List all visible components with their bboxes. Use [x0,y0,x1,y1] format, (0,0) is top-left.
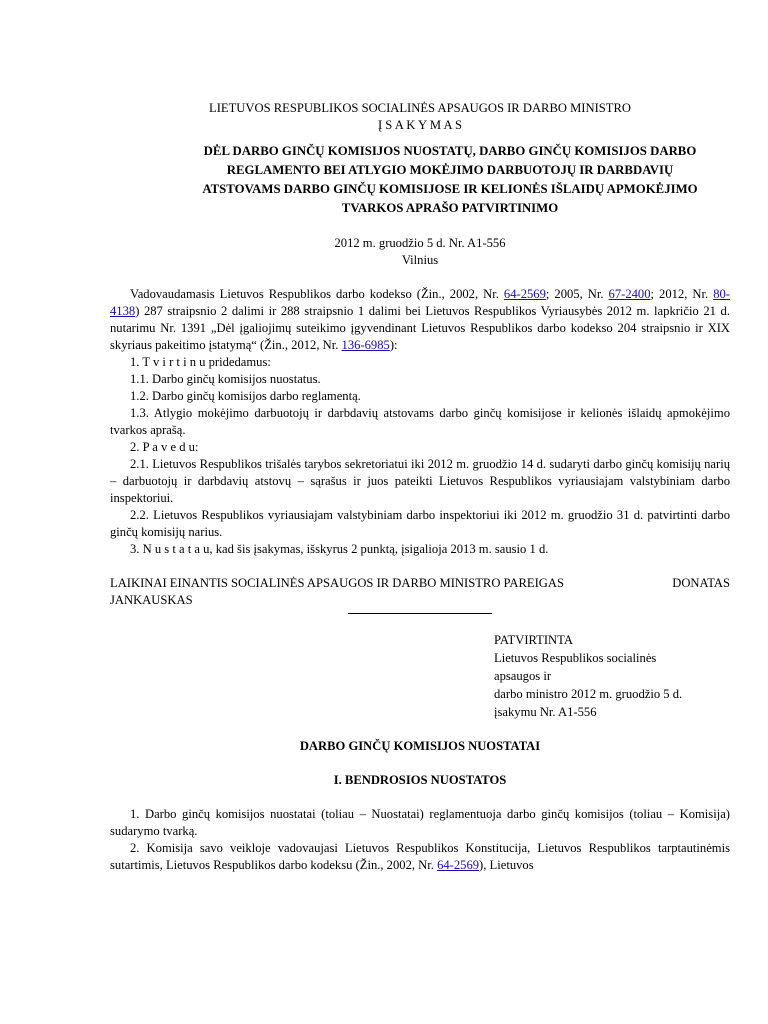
approval-line: darbo ministro 2012 m. gruodžio 5 d. [494,687,683,701]
signatory-title: LAIKINAI EINANTIS SOCIALINĖS APSAUGOS IR DARBO MINISTRO PAREIGAS [110,576,564,590]
law-link[interactable]: 64-2569 [437,858,480,872]
law-link[interactable]: 67-2400 [608,287,651,301]
law-link[interactable]: 136-6985 [341,338,390,352]
law-link[interactable]: 80-4138 [110,287,730,318]
item-2: 2. P a v e d u: [130,440,199,454]
title-line: DĖL DARBO GINČŲ KOMISIJOS NUOSTATŲ, DARBO GINČŲ KOMISIJOS DARBO [203,144,697,158]
preamble: Vadovaudamasis Lietuvos Respublikos darbo kodekso (Žin., 2002, Nr. 64-2569; 2005, Nr. 67-2400; 2012, Nr. 80-4138) 287 straipsnio 2 dalimi ir 288 straipsnio 1 dalimi bei Lietuvos Respublikos Vyriausybės 2012 m. lapkričio 21 d. nutarimu Nr. 1391 „Dėl įgaliojimų suteikimo įgyvendinant Lietuvos Respublikos darbo kodekso 204 straipsnio ir XIX skyriaus pakeitimo įstatymą“ (Žin., 2012, Nr. 136-6985): [110,287,730,352]
approval-word: PATVIRTINTA [494,633,573,647]
signature-line [110,575,730,592]
regulations-para-2: 2. Komisija savo veikloje vadovaujasi Lietuvos Respublikos Konstitucija, Lietuvos Respublikos tarptautinėmis sutartimis, Lietuvos Respublikos darbo kodeksu (Žin., 2002, Nr. 64-2569), Lietuvos [110,841,730,872]
approval-line: apsaugos ir [494,669,552,683]
signatory-surname: JANKAUSKAS [110,593,193,607]
ministry-heading: LIETUVOS RESPUBLIKOS SOCIALINĖS APSAUGOS IR DARBO MINISTRO [209,101,631,115]
approval-line: įsakymu Nr. A1-556 [494,705,597,719]
law-link[interactable]: 64-2569 [503,287,546,301]
item-2-2: 2.2. Lietuvos Respublikos vyriausiajam valstybiniam darbo inspektoriui iki 2012 m. gruodžio 31 d. patvirtinti darbo ginčų komisijų narius. [110,508,730,539]
title-line: TVARKOS APRAŠO PATVIRTINIMO [341,201,559,215]
chapter-heading: I. BENDROSIOS NUOSTATOS [333,773,507,787]
regulations-para-1: 1. Darbo ginčų komisijos nuostatai (toliau – Nuostatai) reglamentuoja darbo ginčų komisijos (toliau – Komisija) sudarymo tvarką. [110,807,730,838]
item-3: 3. N u s t a t a u, kad šis įsakymas, išskyrus 2 punktą, įsigalioja 2013 m. sausio 1 d. [130,542,549,556]
title-line: REGLAMENTO BEI ATLYGIO MOKĖJIMO DARBUOTOJŲ IR DARBDAVIŲ [226,163,674,177]
item-1-3: 1.3. Atlygio mokėjimo darbuotojų ir darbdavių atstovams darbo ginčų komisijose ir kelionės išlaidų apmokėjimo tvarkos aprašą. [110,406,730,437]
item-1-2: 1.2. Darbo ginčų komisijos darbo reglamentą. [130,389,361,403]
document-page [110,100,730,874]
item-2-1: 2.1. Lietuvos Respublikos trišalės tarybos sekretoriatui iki 2012 m. gruodžio 14 d. sudaryti darbo ginčų komisijų narių – darbuotojų ir darbdavių atstovų – sąrašus ir juos pateikti Lietuvos Respublikos vyriausiajam valstybiniam darbo inspektoriui. [110,457,730,505]
item-1: 1. T v i r t i n u pridedamus: [130,355,271,369]
place: Vilnius [401,253,439,267]
regulations-title: DARBO GINČŲ KOMISIJOS NUOSTATAI [299,739,541,753]
date-number: 2012 m. gruodžio 5 d. Nr. A1-556 [334,236,506,250]
title-line: ATSTOVAMS DARBO GINČŲ KOMISIJOSE IR KELIONĖS IŠLAIDŲ APMOKĖJIMO [202,182,698,196]
approval-line: Lietuvos Respublikos socialinės [494,651,657,665]
signatory-first-name: DONATAS [672,576,730,590]
order-heading: Į S A K Y M A S [377,118,463,132]
item-1-1: 1.1. Darbo ginčų komisijos nuostatus. [130,372,321,386]
document-title [110,142,730,218]
approval-block [494,631,734,721]
